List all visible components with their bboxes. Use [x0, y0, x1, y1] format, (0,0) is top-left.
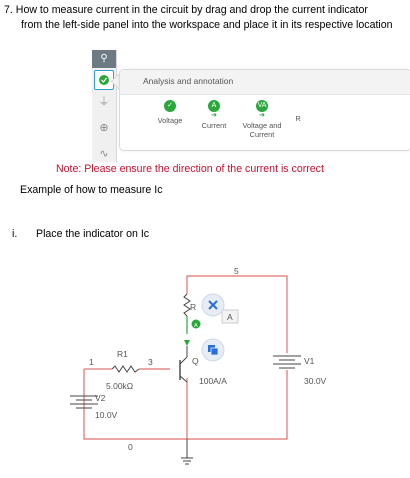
popup-title: Analysis and annotation [143, 76, 234, 86]
popup-header [120, 70, 410, 95]
bottom-wire [84, 369, 287, 439]
wire-icon[interactable]: ∿ [99, 148, 109, 160]
ground-symbol [181, 439, 193, 464]
node-3-label: 3 [148, 357, 153, 367]
note-text: Note: Please ensure the direction of the current is correct [56, 163, 324, 175]
question-number: 7. [4, 4, 13, 16]
voltage-probe-item[interactable] [152, 100, 188, 125]
example-heading: Example of how to measure Ic [20, 184, 163, 196]
search-icon[interactable]: ⚲ [92, 50, 116, 68]
copy-icon-back [211, 348, 218, 355]
resistor-top-label: R [190, 302, 197, 312]
r1-value: 5.00kΩ [106, 381, 134, 391]
source-icon[interactable]: ⊕ [99, 122, 109, 134]
transistor-emitter [180, 376, 187, 382]
voltage-current-probe-item[interactable] [238, 100, 286, 139]
transistor-label: Q [192, 356, 199, 366]
probe-letter: A [194, 323, 198, 329]
current-arrow-icon: ➜ [211, 112, 217, 119]
left-side-panel [92, 50, 117, 162]
analysis-annotation-popup [119, 69, 410, 151]
transistor-collector [180, 357, 187, 364]
question-text [4, 3, 408, 33]
step-text: Place the indicator on Ic [36, 228, 150, 240]
r1-name: R1 [117, 349, 128, 359]
current-arrow-icon [184, 340, 190, 346]
node-0-label: 0 [128, 442, 133, 452]
component-panel [92, 50, 410, 162]
current-probe-item[interactable] [194, 100, 234, 130]
source-v1 [273, 356, 301, 368]
resistance-probe-label: R [295, 114, 301, 123]
circuit-diagram [0, 260, 410, 478]
ammeter-label: A [227, 312, 233, 322]
voltage-current-probe-label: Voltage and Current [242, 121, 282, 139]
resistor-r1 [112, 366, 139, 372]
voltage-probe-icon: ✓ [164, 100, 176, 112]
node-1-label: 1 [89, 357, 94, 367]
question-line-1: How to measure current in the circuit by drag and drop the current indicator [15, 4, 368, 16]
current-arrow-icon: ➜ [259, 112, 265, 119]
v2-value: 10.0V [95, 410, 118, 420]
ground-icon[interactable]: ⏚ [98, 96, 110, 108]
node-5-label: 5 [234, 266, 239, 276]
resistance-probe-item[interactable] [292, 114, 304, 123]
v1-name: V1 [304, 356, 315, 366]
current-probe-icon: A [208, 100, 220, 112]
current-probe-label: Current [201, 121, 227, 130]
transistor-gain: 100A/A [199, 376, 227, 386]
v2-name: V2 [95, 393, 106, 403]
question-line-2: from the left-side panel into the workspace and place it in its respective location [21, 19, 393, 31]
voltage-probe-label: Voltage [157, 116, 183, 125]
voltage-current-probe-icon: VA [256, 100, 268, 112]
step-number: i. [12, 228, 18, 240]
v1-value: 30.0V [304, 376, 327, 386]
